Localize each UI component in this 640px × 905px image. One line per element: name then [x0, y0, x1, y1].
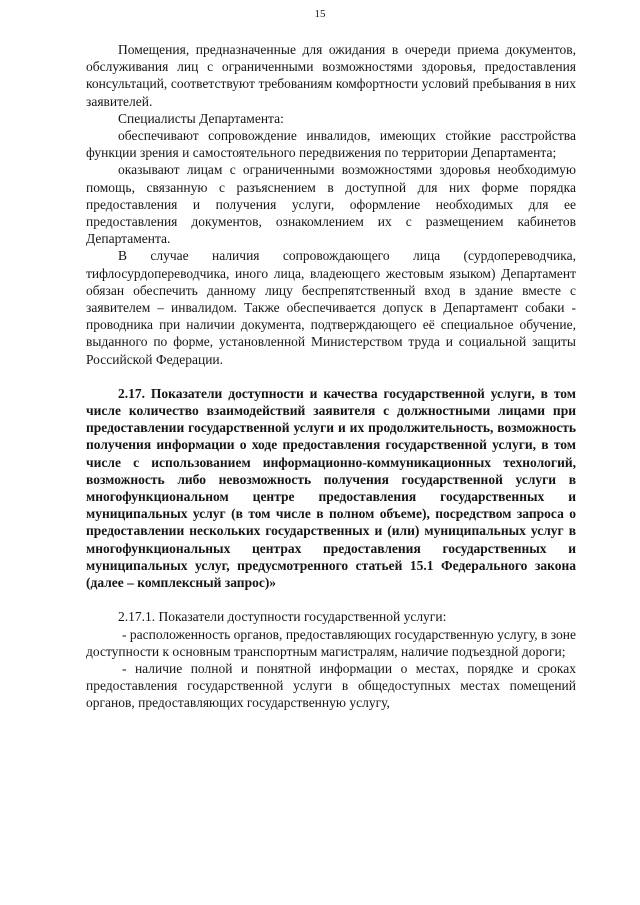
- list-item: - расположенность органов, предоставляющих государственную услугу, в зоне доступности к основным транспортным магистралям, наличие подъездной дороги;: [86, 626, 576, 659]
- paragraph-escort: обеспечивают сопровождение инвалидов, имеющих стойкие расстройства функции зрения и самостоятельного передвижения по территории Департамента;: [86, 128, 576, 161]
- list-item: - наличие полной и понятной информации о местах, порядке и сроках предоставления государственной услуги в общедоступных местах помещений органов, предоставляющих государственную услугу,: [86, 660, 576, 711]
- document-body: [86, 41, 576, 712]
- paragraph-premises: Помещения, предназначенные для ожидания в очереди приема документов, обслуживания лиц с ограниченными возможностями здоровья, предоставления консультаций, соответствуют требованиям комфортности условий пребывания в них заявителей.: [86, 42, 576, 109]
- page-number: 15: [314, 8, 326, 20]
- subsection-heading: 2.17.1. Показатели доступности государственной услуги:: [118, 609, 447, 625]
- paragraph-assistance: оказывают лицам с ограниченными возможностями здоровья необходимую помощь, связанную с разъяснением в доступной для них форме порядка предоставления и получения услуги, оформление необходимых для ее предоставления документов, ознакомлением их с размещением кабинетов Департамента.: [86, 162, 576, 247]
- paragraph-accompanying-person: В случае наличия сопровождающего лица (сурдопереводчика, тифлосурдопереводчика, иного лица, владеющего жестовым языком) Департамент обязан обеспечить данному лицу беспрепятственный вход в здание вместе с заявителем – инвалидом. Также обеспечивается допуск в Департамент собаки - проводника при наличии документа, подтверждающего её специальное обучение, выданного по форме, установленной Министерством труда и социальной защиты Российской Федерации.: [86, 248, 576, 367]
- paragraph-specialists: Специалисты Департамента:: [118, 110, 284, 126]
- section-heading: 2.17. Показатели доступности и качества государственной услуги, в том числе количество взаимодействий заявителя с должностными лицами при предоставлении государственной услуги и их продолжительность, возможность получения информации о ходе предоставления государственной услуги, в том числе с использованием информационно-коммуникационных технологий, возможность либо невозможность получения государственной услуги в многофункциональном центре предоставления государственных и муниципальных услуг (в том числе в полном объеме), посредством запроса о предоставлении нескольких государственных и (или) муниципальных услуг в многофункциональных центрах предоставления государственных и муниципальных услуг, предусмотренного статьей 15.1 Федерального закона (далее – комплексный запрос)»: [86, 385, 576, 591]
